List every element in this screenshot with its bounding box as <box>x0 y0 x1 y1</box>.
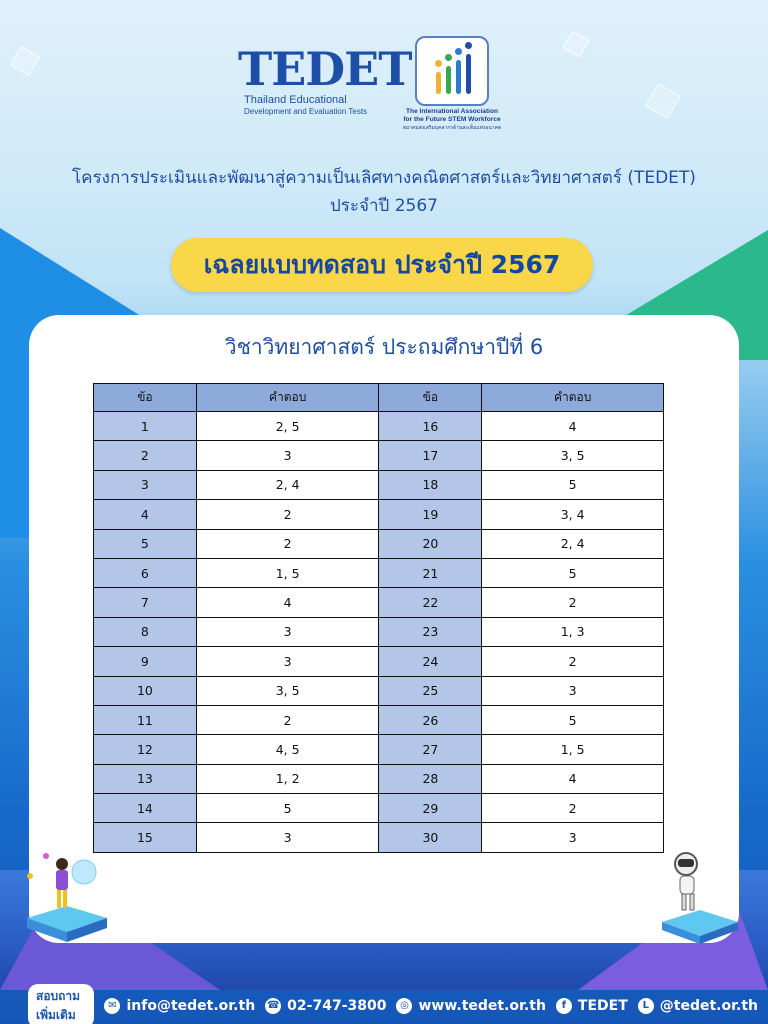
table-row <box>94 676 664 705</box>
table-row <box>94 558 664 587</box>
table-row <box>94 617 664 646</box>
answer-cell: 3 <box>196 441 379 470</box>
globe-icon: ◎ <box>396 998 412 1014</box>
question-number-cell: 6 <box>94 558 197 587</box>
table-row <box>94 823 664 852</box>
question-number-cell: 27 <box>379 735 482 764</box>
question-number-cell: 13 <box>94 764 197 793</box>
question-number-cell: 22 <box>379 588 482 617</box>
answer-cell: 5 <box>196 794 379 823</box>
question-number-cell: 17 <box>379 441 482 470</box>
table-header-row <box>94 384 664 412</box>
question-number-cell: 5 <box>94 529 197 558</box>
table-row <box>94 794 664 823</box>
question-number-cell: 12 <box>94 735 197 764</box>
answer-cell: 2, 4 <box>196 470 379 499</box>
answer-cell: 3 <box>196 617 379 646</box>
answer-key-banner: เฉลยแบบทดสอบ ประจำปี 2567 <box>171 238 593 292</box>
answer-cell: 1, 5 <box>482 735 664 764</box>
answer-cell: 4 <box>196 588 379 617</box>
header-answer: คำตอบ <box>196 384 379 412</box>
footer-phone[interactable]: ☎ 02-747-3800 <box>266 998 387 1014</box>
association-logo-icon <box>415 36 489 106</box>
question-number-cell: 11 <box>94 705 197 734</box>
question-number-cell: 23 <box>379 617 482 646</box>
question-number-cell: 14 <box>94 794 197 823</box>
header-question: ข้อ <box>379 384 482 412</box>
question-number-cell: 1 <box>94 412 197 441</box>
answer-cell: 1, 3 <box>482 617 664 646</box>
table-row <box>94 441 664 470</box>
question-number-cell: 28 <box>379 764 482 793</box>
question-number-cell: 18 <box>379 470 482 499</box>
tedet-logo-word: TEDET <box>238 42 412 96</box>
association-name: The International Association for the Future STEM Workforce สมาคมส่งเสริมบุคลากรด้านสะเต็มแห่งอนาคต <box>402 108 502 131</box>
contact-button[interactable]: สอบถามเพิ่มเติม <box>28 984 94 1024</box>
question-number-cell: 15 <box>94 823 197 852</box>
mail-icon: ✉ <box>104 998 120 1014</box>
table-row <box>94 500 664 529</box>
association-logo <box>396 36 508 132</box>
question-number-cell: 10 <box>94 676 197 705</box>
decor-cube <box>10 46 40 76</box>
table-row <box>94 529 664 558</box>
answer-cell: 3, 5 <box>196 676 379 705</box>
question-number-cell: 20 <box>379 529 482 558</box>
answer-cell: 1, 2 <box>196 764 379 793</box>
project-title: โครงการประเมินและพัฒนาสู่ความเป็นเลิศทางคณิตศาสตร์และวิทยาศาสตร์ (TEDET) ประจำปี 2567 <box>72 168 696 216</box>
answer-cell: 2, 4 <box>482 529 664 558</box>
question-number-cell: 21 <box>379 558 482 587</box>
tedet-logo-subtitle-2: Development and Evaluation Tests <box>244 107 368 116</box>
question-number-cell: 29 <box>379 794 482 823</box>
question-number-cell: 25 <box>379 676 482 705</box>
question-number-cell: 24 <box>379 647 482 676</box>
answer-cell: 3 <box>482 676 664 705</box>
answer-cell: 5 <box>482 705 664 734</box>
question-number-cell: 9 <box>94 647 197 676</box>
question-number-cell: 3 <box>94 470 197 499</box>
answer-cell: 2 <box>482 794 664 823</box>
question-number-cell: 7 <box>94 588 197 617</box>
tedet-logo-subtitle: Thailand Educational <box>244 94 347 106</box>
facebook-icon: f <box>556 998 572 1014</box>
question-number-cell: 16 <box>379 412 482 441</box>
line-icon: L <box>638 998 654 1014</box>
decor-cube <box>645 83 681 119</box>
answer-cell: 4 <box>482 764 664 793</box>
answer-cell: 2 <box>196 529 379 558</box>
answer-table <box>93 383 664 853</box>
phone-icon: ☎ <box>265 998 281 1014</box>
subject-title: วิชาวิทยาศาสตร์ ประถมศึกษาปีที่ 6 <box>224 335 544 359</box>
question-number-cell: 26 <box>379 705 482 734</box>
answer-cell: 2 <box>482 647 664 676</box>
table-row <box>94 412 664 441</box>
answer-cell: 4 <box>482 412 664 441</box>
answer-cell: 2, 5 <box>196 412 379 441</box>
table-row <box>94 764 664 793</box>
question-number-cell: 30 <box>379 823 482 852</box>
student-character-illustration <box>22 848 112 943</box>
header-question: ข้อ <box>94 384 197 412</box>
answer-cell: 5 <box>482 558 664 587</box>
footer-email[interactable]: ✉ info@tedet.or.th <box>104 998 255 1014</box>
tedet-logo <box>238 42 412 128</box>
answer-cell: 2 <box>482 588 664 617</box>
header-answer: คำตอบ <box>482 384 664 412</box>
answer-cell: 2 <box>196 705 379 734</box>
question-number-cell: 4 <box>94 500 197 529</box>
answer-cell: 3 <box>196 647 379 676</box>
answer-cell: 4, 5 <box>196 735 379 764</box>
table-row <box>94 470 664 499</box>
answer-cell: 3 <box>482 823 664 852</box>
table-row <box>94 735 664 764</box>
table-row <box>94 647 664 676</box>
footer-website[interactable]: ◎ www.tedet.or.th <box>396 998 545 1014</box>
table-row <box>94 705 664 734</box>
answer-cell: 2 <box>196 500 379 529</box>
question-number-cell: 8 <box>94 617 197 646</box>
answer-cell: 3 <box>196 823 379 852</box>
decor-cube <box>562 30 589 57</box>
answer-cell: 1, 5 <box>196 558 379 587</box>
astronaut-character-illustration <box>660 850 740 945</box>
footer-contact-bar <box>0 988 768 1024</box>
question-number-cell: 19 <box>379 500 482 529</box>
answer-cell: 3, 4 <box>482 500 664 529</box>
answer-cell: 3, 5 <box>482 441 664 470</box>
footer-line[interactable]: L @tedet.or.th <box>638 998 758 1014</box>
table-row <box>94 588 664 617</box>
question-number-cell: 2 <box>94 441 197 470</box>
answer-cell: 5 <box>482 470 664 499</box>
footer-facebook[interactable]: f TEDET <box>556 998 628 1014</box>
